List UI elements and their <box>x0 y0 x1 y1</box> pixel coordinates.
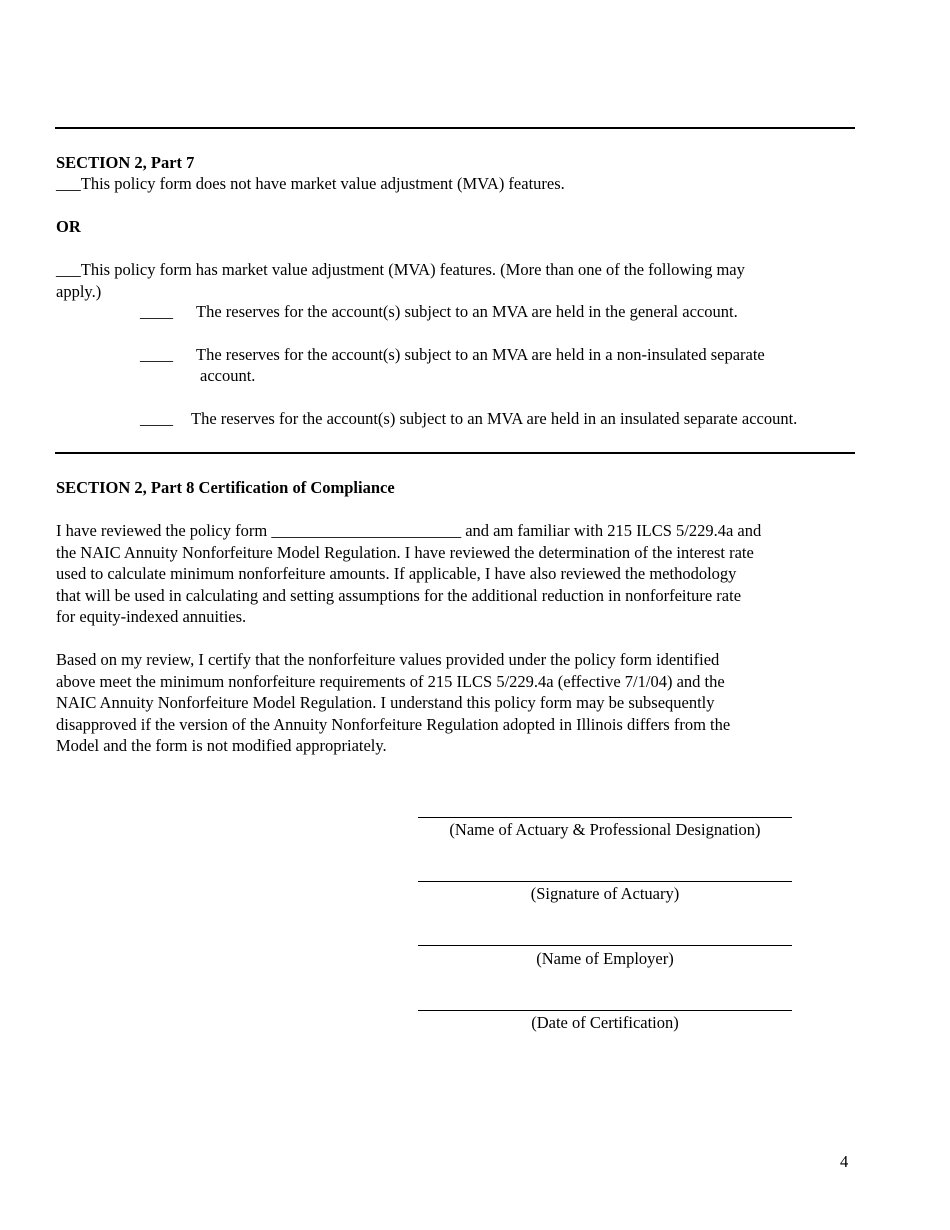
general-account-option: The reserves for the account(s) subject to an MVA are held in the general account. <box>196 302 738 321</box>
paragraph-line: above meet the minimum nonforfeiture requirements of 215 ILCS 5/229.4a (effective 7/1/04) and the <box>56 671 725 691</box>
part8-heading: SECTION 2, Part 8 Certification of Compliance <box>56 478 395 497</box>
top-divider <box>55 127 855 129</box>
insulated-blank: ____ <box>140 409 173 428</box>
no-mva-option: ___This policy form does not have market value adjustment (MVA) features. <box>56 174 565 193</box>
paragraph-line: I have reviewed the policy form _______________________ and am familiar with 215 ILCS 5/229.4a and <box>56 521 762 540</box>
paragraph-line: Based on my review, I certify that the nonforfeiture values provided under the policy form identified <box>56 650 720 669</box>
certification-date-line <box>418 1010 792 1011</box>
paragraph-line: used to calculate minimum nonforfeiture amounts. If applicable, I have also reviewed the methodology <box>56 564 737 583</box>
general-account-blank: ____ <box>140 302 173 321</box>
paragraph-line: disapproved if the version of the Annuity Nonforfeiture Regulation adopted in Illinois differs from the <box>56 714 731 734</box>
actuary-signature-label: (Signature of Actuary) <box>530 884 680 903</box>
section-divider <box>55 452 855 454</box>
actuary-name-line <box>418 817 792 818</box>
paragraph-line: for equity-indexed annuities. <box>56 607 247 626</box>
part7-heading: SECTION 2, Part 7 <box>56 153 195 172</box>
actuary-name-label: (Name of Actuary & Professional Designation) <box>449 820 761 839</box>
mva-option-line1: ___This policy form has market value adjustment (MVA) features. (More than one of the following may <box>56 260 745 279</box>
review-paragraph <box>56 520 856 628</box>
certification-date-label: (Date of Certification) <box>531 1013 679 1032</box>
employer-name-line <box>418 945 792 946</box>
non-insulated-option-line1: The reserves for the account(s) subject to an MVA are held in a non-insulated separate <box>196 345 765 364</box>
certification-paragraph <box>56 649 856 757</box>
paragraph-line: Model and the form is not modified appropriately. <box>56 736 387 755</box>
page-number: 4 <box>840 1152 849 1171</box>
or-label: OR <box>56 217 81 236</box>
paragraph-line: the NAIC Annuity Nonforfeiture Model Regulation. I have reviewed the determination of the interest rate <box>56 542 754 562</box>
non-insulated-option-line2: account. <box>200 366 256 385</box>
mva-option-line2: apply.) <box>56 282 102 301</box>
employer-name-label: (Name of Employer) <box>536 949 674 968</box>
paragraph-line: NAIC Annuity Nonforfeiture Model Regulation. I understand this policy form may be subsequently <box>56 693 715 712</box>
non-insulated-blank: ____ <box>140 345 173 364</box>
actuary-signature-line <box>418 881 792 882</box>
paragraph-line: that will be used in calculating and setting assumptions for the additional reduction in nonforfeiture rate <box>56 585 742 605</box>
insulated-option: The reserves for the account(s) subject to an MVA are held in an insulated separate account. <box>191 409 798 428</box>
